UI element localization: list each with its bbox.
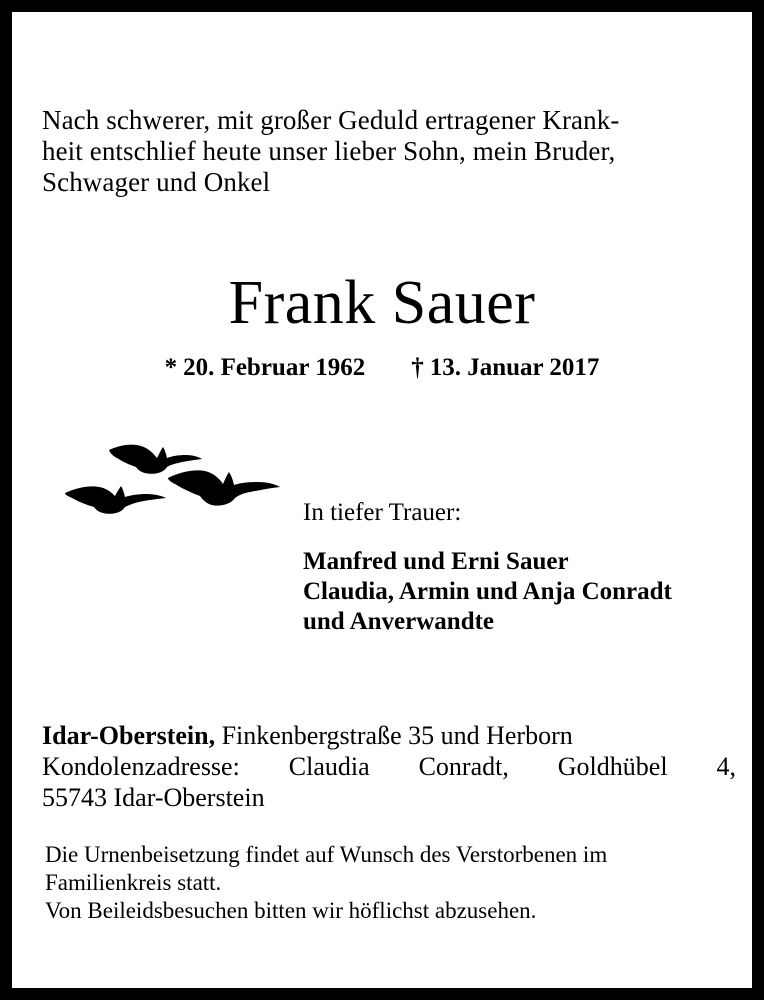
family-line-2: Claudia, Armin und Anja Conradt <box>303 578 672 605</box>
address-line-2 <box>42 751 736 782</box>
notice-border-bottom <box>0 988 764 1000</box>
notice-page <box>12 12 752 988</box>
condolence-label: Kondolenzadresse: <box>42 752 240 781</box>
address-block <box>42 720 736 813</box>
mourners-block <box>303 498 743 637</box>
closing-note <box>45 841 735 925</box>
closing-line-2: Familienkreis statt. <box>45 870 222 895</box>
intro-line-2: heit entschlief heute unser lieber Sohn, mein Bruder, <box>42 136 616 166</box>
death-cross-icon: † <box>411 354 424 381</box>
death-date-value: 13. Januar 2017 <box>429 354 600 381</box>
deceased-name: Frank Sauer <box>228 269 536 337</box>
address-street: Finkenbergstraße 35 und Herborn <box>221 721 573 750</box>
closing-line-1: Die Urnenbeisetzung findet auf Wunsch des Verstorbenen im <box>45 842 608 867</box>
family-line-1: Manfred und Erni Sauer <box>303 548 569 575</box>
mourning-lead: In tiefer Trauer: <box>303 499 462 526</box>
mourning-family <box>303 547 743 637</box>
death-date <box>411 353 599 383</box>
life-dates <box>12 353 752 383</box>
condolence-house-number: 4, <box>716 752 736 781</box>
address-line-3: 55743 Idar-Oberstein <box>42 783 265 812</box>
family-line-3: und Anverwandte <box>303 608 495 635</box>
notice-border-top <box>0 0 764 12</box>
condolence-name-last: Conradt, <box>418 752 509 781</box>
flying-birds-icon <box>62 427 302 527</box>
condolence-name-first: Claudia <box>288 752 370 781</box>
address-line-1 <box>42 720 736 751</box>
birth-star-icon: * <box>164 354 178 381</box>
intro-line-3: Schwager und Onkel <box>42 167 271 197</box>
birth-date-value: 20. Februar 1962 <box>183 354 366 381</box>
closing-line-3: Von Beileidsbesuchen bitten wir höflichst abzusehen. <box>45 898 537 923</box>
birth-date <box>165 353 366 383</box>
intro-paragraph <box>42 105 734 198</box>
notice-border-left <box>0 0 12 1000</box>
address-place: Idar-Oberstein, <box>42 721 216 750</box>
notice-border-right <box>752 0 764 1000</box>
condolence-street: Goldhübel <box>557 752 668 781</box>
intro-line-1: Nach schwerer, mit großer Geduld ertragener Krank- <box>42 105 620 135</box>
